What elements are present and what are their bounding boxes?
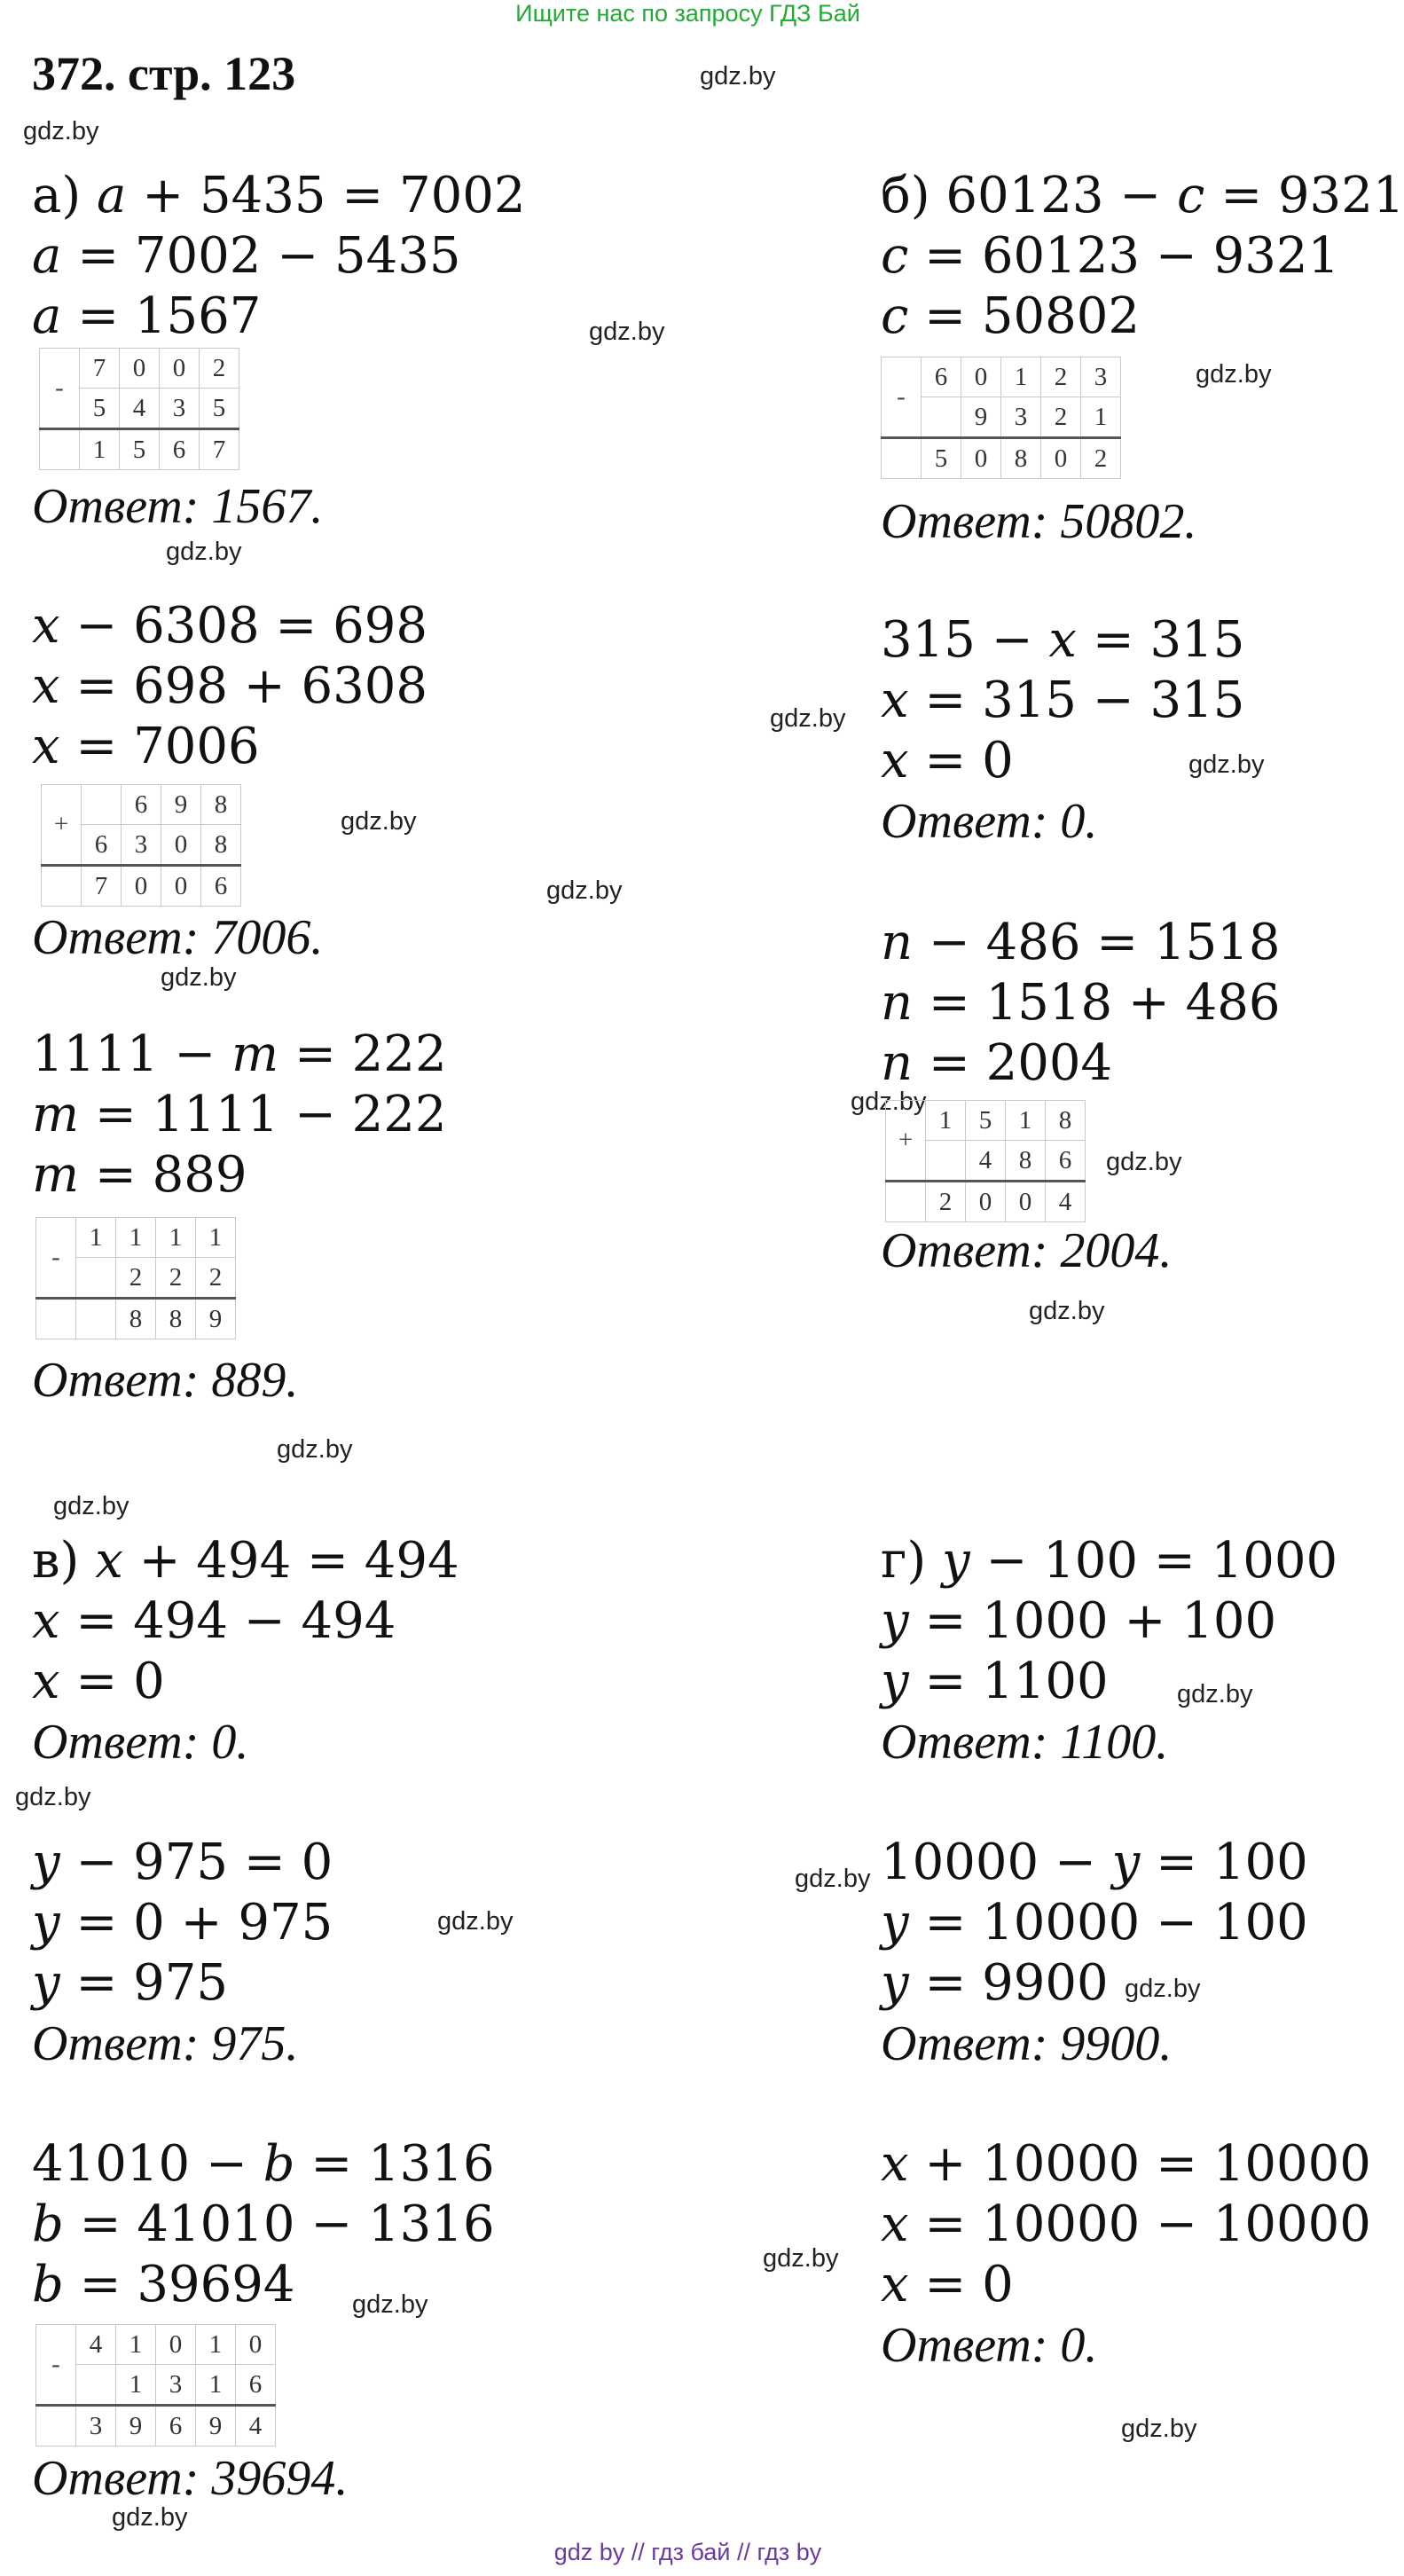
watermark: gdz.by — [352, 2290, 428, 2319]
operation-sign: - — [882, 357, 922, 438]
equation-v3-line-1: 41010 − b = 1316 — [32, 2135, 495, 2193]
equation-g2-line-3: y = 9900 — [881, 1954, 1109, 2012]
equation-g3-line-3: x = 0 — [881, 2256, 1014, 2313]
equation-v1-line-2: x = 494 − 494 — [32, 1592, 396, 1650]
equation-a2-line-3: x = 7006 — [32, 718, 260, 775]
page-title: 372. стр. 123 — [32, 47, 296, 100]
equation-v2-line-1: y − 975 = 0 — [32, 1834, 333, 1891]
watermark: gdz.by — [1106, 1148, 1182, 1176]
watermark: gdz.by — [341, 807, 417, 836]
equation-g3-line-2: x = 10000 − 10000 — [881, 2195, 1371, 2253]
column-calculation-a2: + 6 9 8 6 3 0 8 7 0 0 6 — [41, 784, 241, 907]
watermark: gdz.by — [1188, 750, 1265, 779]
equation-a1-line-3: a = 1567 — [32, 287, 262, 345]
watermark: gdz.by — [437, 1907, 514, 1936]
equation-v3-line-3: b = 39694 — [32, 2256, 295, 2313]
watermark: gdz.by — [851, 1088, 927, 1116]
equation-b3-line-1: n − 486 = 1518 — [881, 914, 1281, 971]
equation-b1-line-1: б) 60123 − c = 9321 — [881, 167, 1404, 224]
operation-sign: - — [40, 349, 80, 429]
operation-sign: - — [36, 1218, 76, 1299]
column-calculation-a1: - 7 0 0 2 5 4 3 5 1 5 6 7 — [39, 348, 239, 470]
answer-b2: Ответ: 0. — [881, 794, 1098, 849]
equation-b2-line-3: x = 0 — [881, 732, 1014, 789]
answer-v1: Ответ: 0. — [32, 1715, 249, 1770]
equation-v2-line-3: y = 975 — [32, 1954, 229, 2012]
top-banner: Ищите нас по запросу ГДЗ Бай — [515, 0, 860, 27]
watermark: gdz.by — [1177, 1680, 1253, 1708]
equation-g2-line-1: 10000 − y = 100 — [881, 1834, 1308, 1891]
watermark: gdz.by — [795, 1865, 871, 1893]
watermark: gdz.by — [1196, 360, 1272, 389]
answer-v2: Ответ: 975. — [32, 2016, 299, 2071]
column-calculation-b1: - 6 0 1 2 3 9 3 2 1 5 0 8 0 2 — [881, 357, 1121, 479]
equation-b1-line-3: c = 50802 — [881, 287, 1141, 345]
column-calculation-v3: - 4 1 0 1 0 1 3 1 6 3 9 6 9 4 — [35, 2324, 276, 2446]
operation-sign: + — [42, 785, 82, 866]
equation-v1-line-3: x = 0 — [32, 1653, 165, 1710]
column-calculation-a3: - 1 1 1 1 2 2 2 8 8 9 — [35, 1217, 236, 1339]
watermark: gdz.by — [161, 963, 237, 992]
equation-v2-line-2: y = 0 + 975 — [32, 1894, 333, 1952]
watermark: gdz.by — [589, 318, 665, 346]
equation-a1-line-2: a = 7002 − 5435 — [32, 227, 461, 285]
operation-sign: - — [36, 2325, 76, 2406]
equation-g1-line-1: г) y − 100 = 1000 — [881, 1532, 1338, 1590]
equation-b2-line-1: 315 − x = 315 — [881, 611, 1245, 669]
equation-g3-line-1: x + 10000 = 10000 — [881, 2135, 1371, 2193]
equation-g2-line-2: y = 10000 − 100 — [881, 1894, 1308, 1952]
watermark: gdz.by — [112, 2503, 188, 2532]
equation-b3-line-2: n = 1518 + 486 — [881, 974, 1281, 1032]
equation-g1-line-3: y = 1100 — [881, 1653, 1109, 1710]
watermark: gdz.by — [763, 2244, 839, 2273]
equation-a3-line-3: m = 889 — [32, 1146, 247, 1204]
equation-g1-line-2: y = 1000 + 100 — [881, 1592, 1277, 1650]
watermark: gdz.by — [15, 1783, 91, 1811]
equation-a3-line-1: 1111 − m = 222 — [32, 1025, 447, 1083]
answer-g3: Ответ: 0. — [881, 2318, 1098, 2373]
equation-b1-line-2: c = 60123 − 9321 — [881, 227, 1340, 285]
equation-a1-line-1: а) a + 5435 = 7002 — [32, 167, 526, 224]
footer-links: gdz by // гдз бай // гдз by — [553, 2539, 822, 2565]
watermark: gdz.by — [1121, 2415, 1197, 2443]
watermark: gdz.by — [1125, 1975, 1201, 2003]
watermark: gdz.by — [277, 1435, 353, 1464]
answer-v3: Ответ: 39694. — [32, 2451, 349, 2506]
watermark: gdz.by — [23, 117, 99, 145]
watermark: gdz.by — [53, 1492, 129, 1520]
equation-b2-line-2: x = 315 − 315 — [881, 671, 1245, 729]
answer-a3: Ответ: 889. — [32, 1353, 299, 1408]
watermark: gdz.by — [546, 876, 623, 905]
answer-b1: Ответ: 50802. — [881, 494, 1197, 549]
equation-v1-line-1: в) x + 494 = 494 — [32, 1532, 459, 1590]
answer-b3: Ответ: 2004. — [881, 1223, 1173, 1278]
equation-a3-line-2: m = 1111 − 222 — [32, 1086, 447, 1143]
answer-a1: Ответ: 1567. — [32, 479, 324, 534]
watermark: gdz.by — [166, 538, 242, 566]
equation-v3-line-2: b = 41010 − 1316 — [32, 2195, 495, 2253]
answer-g1: Ответ: 1100. — [881, 1715, 1169, 1770]
watermark: gdz.by — [700, 62, 776, 90]
equation-b3-line-3: n = 2004 — [881, 1034, 1113, 1092]
operation-sign: + — [886, 1101, 926, 1182]
equation-a2-line-1: x − 6308 = 698 — [32, 597, 428, 655]
equation-a2-line-2: x = 698 + 6308 — [32, 657, 428, 715]
watermark: gdz.by — [1029, 1297, 1105, 1325]
answer-g2: Ответ: 9900. — [881, 2016, 1173, 2071]
watermark: gdz.by — [770, 704, 846, 733]
column-calculation-b3: + 1 5 1 8 4 8 6 2 0 0 4 — [885, 1100, 1086, 1222]
answer-a2: Ответ: 7006. — [32, 910, 324, 965]
